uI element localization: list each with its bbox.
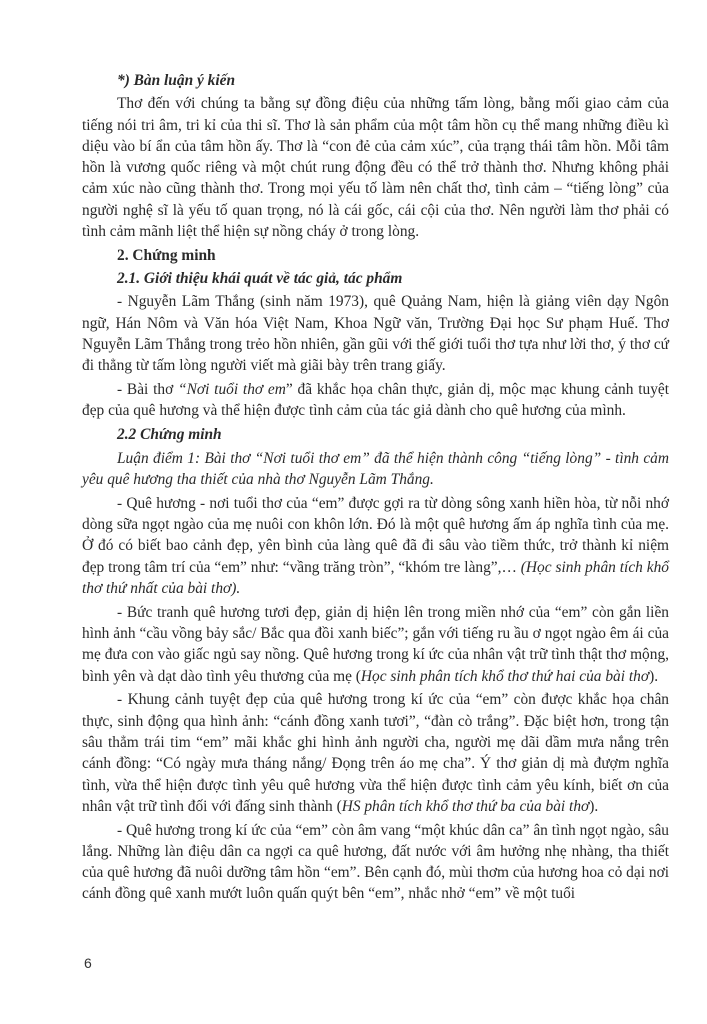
text-run: HS phân tích khổ thơ thứ ba của bài thơ [341,797,590,815]
paragraph [82,493,669,599]
section-heading [82,70,669,91]
text-run: Thơ đến với chúng ta bằng sự đồng điệu của những tấm lòng, bằng mối giao cảm của tiếng nói tri âm, tri kỉ của thi sĩ. Thơ là sản phẩm của một tâm hồn cụ thể mang những điều kì diệu vào bí ẩn của tâm hồn ấy. Thơ là “con đẻ của cảm xúc”, của trạng thái tâm hồn. Mỗi tâm hồn là vương quốc riêng và một chút rung động đều có thể trở thành thơ. Nhưng không phải cảm xúc nào cũng thành thơ. Trong mọi yếu tố làm nên chất thơ, tình cảm – “tiếng lòng” của người nghệ sĩ là yếu tố quan trọng, nó là cái gốc, cái cội của thơ. Nên người làm thơ phải có tình cảm mãnh liệt thể hiện sự nồng cháy ở trong lòng. [82,95,669,241]
text-run: ” đã khắc họa chân thực, giản dị, mộc mạc khung cảnh tuyệt đẹp của quê hương và thể hiện được tình cảm của tác giả dành cho quê hương của mình. [82,381,670,420]
text-run: - Bức tranh quê hương tươi đẹp, giản dị hiện lên trong miền nhớ của “em” còn gắn liền hình ảnh “cầu vồng bảy sắc/ Bắc qua đồi xanh biếc”; gắn với tiếng ru ầu ơ ngọt ngào êm ái của mẹ đưa con vào giấc ngủ say nồng. Quê hương trong kí ức của nhân vật trữ tình thật thơ mộng, bình yên và dạt dào tình yêu thương của mẹ ( [82,603,669,685]
paragraph [82,379,669,422]
paragraph [82,820,669,905]
section-heading [82,268,669,289]
paragraph [82,448,669,491]
text-run: - Quê hương trong kí ức của “em” còn âm vang “một khúc dân ca” ân tình ngọt ngào, sâu lắng. Những làn điệu dân ca ngợi ca quê hương, đất nước với âm hưởng nhẹ nhàng, tha thiết của quê hương đã nuôi dưỡng tâm hồn “em”. Bên cạnh đó, mùi thơm của hương hoa cỏ dại nơi cánh đồng quê xanh mướt luôn quấn quýt bên “em”, nhắc nhở “em” về một tuổi [82,821,669,903]
paragraph [82,689,669,817]
text-run: (Học sinh phân tích khổ thơ thứ nhất của bài thơ). [82,558,669,597]
text-run: - Quê hương - nơi tuổi thơ của “em” được gợi ra từ dòng sông xanh hiền hòa, từ nỗi nhớ dòng sữa ngọt ngào của mẹ nuôi con khôn lớn. Đó là một quê hương ấm áp nghĩa tình của mẹ. Ở đó có biết bao cảnh đẹp, yên bình của làng quê đã đi sâu vào tiềm thức, trở thành kỉ niệm đẹp trong tâm trí của “em” như: “vầng trăng tròn”, “khóm tre làng”,… [82,494,669,576]
text-run: 2.2 Chứng minh [117,426,222,444]
text-run: ). [589,797,599,815]
paragraph [82,291,669,376]
paragraph [82,602,669,687]
document-body [82,70,669,907]
text-run: - Bài thơ [117,381,179,399]
section-heading [82,245,669,266]
page-number: 6 [84,955,92,971]
text-run: - Nguyễn Lãm Thắng (sinh năm 1973), quê Quảng Nam, hiện là giảng viên dạy Ngôn ngữ, Hán Nôm và Văn hóa Việt Nam, Khoa Ngữ văn, Trường Đại học Sư phạm Huế. Thơ Nguyễn Lãm Thắng trong trẻo hồn nhiên, gần gũi với thế giới tuổi thơ tựa như lời thơ, ý thơ cứ đi thẳng từ tấm lòng người viết mà giãi bày trên trang giấy. [82,293,669,375]
text-run: “Nơi tuổi thơ em [178,381,286,399]
paragraph [82,93,669,242]
text-run: Luận điểm 1: Bài thơ “Nơi tuổi thơ em” đã thể hiện thành công “tiếng lòng” - tình cảm yêu quê hương tha thiết của nhà thơ Nguyễn Lãm Thắng. [82,449,669,488]
text-run: 2.1. Giới thiệu khái quát về tác giả, tác phẩm [117,270,403,288]
section-heading [82,424,669,445]
text-run: ). [649,667,659,685]
text-run: Học sinh phân tích khổ thơ thứ hai của bài thơ [360,667,650,685]
text-run: 2. Chứng minh [117,246,216,264]
text-run: - Khung cảnh tuyệt đẹp của quê hương trong kí ức của “em” còn được khắc họa chân thực, sinh động qua hình ảnh: “cánh đồng xanh tươi”, “đàn cò trắng”. Đặc biệt hơn, trong tận sâu thẳm trái tim “em” mãi khắc ghi hình ảnh người cha, người mẹ dãi dầm mưa nắng trên cánh đồng: “Có ngày mưa tháng nắng/ Đọng trên áo mẹ cha”. Ý thơ giản dị mà đượm nghĩa tình, vừa thể hiện được tình yêu quê hương vừa thể hiện được tình cảm yêu kính, biết ơn của nhân vật trữ tình đối với đấng sinh thành ( [82,691,669,815]
text-run: *) Bàn luận ý kiến [117,72,236,89]
